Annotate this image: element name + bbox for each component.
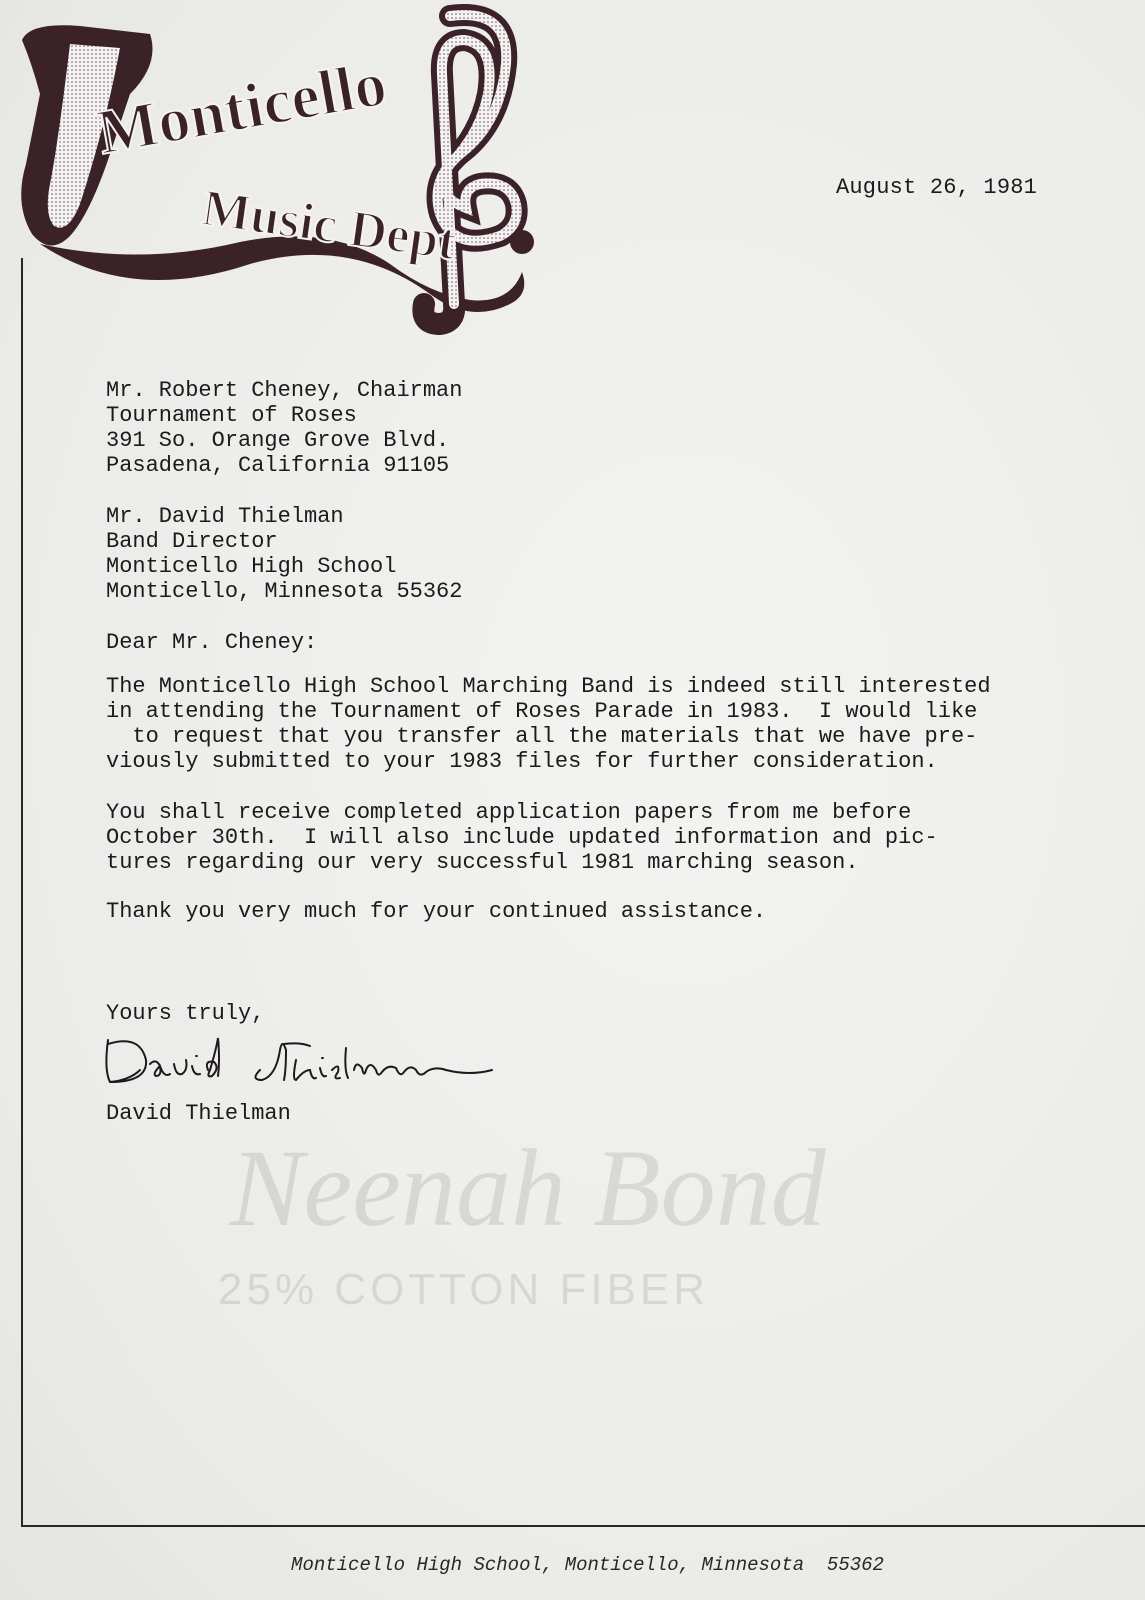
watermark-title: Neenah Bond (230, 1127, 826, 1249)
body-line: October 30th. I will also include updated information and pic- (106, 825, 938, 850)
body-paragraph-1 (106, 674, 991, 774)
letter-date: August 26, 1981 (836, 175, 1038, 200)
logo-text-monticello: Monticello (92, 47, 392, 168)
body-line: The Monticello High School Marching Band is indeed still interested (106, 674, 991, 699)
recipient-line: Tournament of Roses (106, 403, 357, 428)
music-dept-logo (10, 4, 550, 340)
salutation: Dear Mr. Cheney: (106, 630, 318, 655)
body-line: tures regarding our very successful 1981 marching season. (106, 850, 859, 875)
left-border-rule (21, 258, 23, 1526)
body-line: You shall receive completed application papers from me before (106, 800, 912, 825)
sender-line: Monticello High School (106, 554, 397, 579)
body-line: to request that you transfer all the materials that we have pre- (106, 724, 978, 749)
recipient-address (106, 378, 462, 478)
paper-watermark (200, 1125, 900, 1365)
recipient-line: Pasadena, California 91105 (106, 453, 450, 478)
sender-address (106, 504, 462, 604)
body-paragraph-3 (106, 899, 766, 924)
bottom-border-rule (21, 1525, 1145, 1527)
letterhead-footer: Monticello High School, Monticello, Minnesota 55362 (291, 1554, 884, 1576)
signer-name: David Thielman (106, 1101, 291, 1126)
recipient-line: 391 So. Orange Grove Blvd. (106, 428, 450, 453)
logo-dot (510, 230, 534, 254)
watermark-subtitle: 25% COTTON FIBER (218, 1265, 710, 1314)
body-paragraph-2 (106, 800, 938, 875)
handwritten-signature (100, 1030, 500, 1092)
body-line: Thank you very much for your continued assistance. (106, 899, 767, 924)
closing: Yours truly, (106, 1001, 265, 1026)
sender-line: Monticello, Minnesota 55362 (106, 579, 463, 604)
body-line: viously submitted to your 1983 files for further consideration. (106, 749, 938, 774)
recipient-line: Mr. Robert Cheney, Chairman (106, 378, 463, 403)
sender-line: Mr. David Thielman (106, 504, 344, 529)
sender-line: Band Director (106, 529, 278, 554)
body-line: in attending the Tournament of Roses Parade in 1983. I would like (106, 699, 978, 724)
logo-text-music-dept: Music Dept (198, 179, 460, 272)
